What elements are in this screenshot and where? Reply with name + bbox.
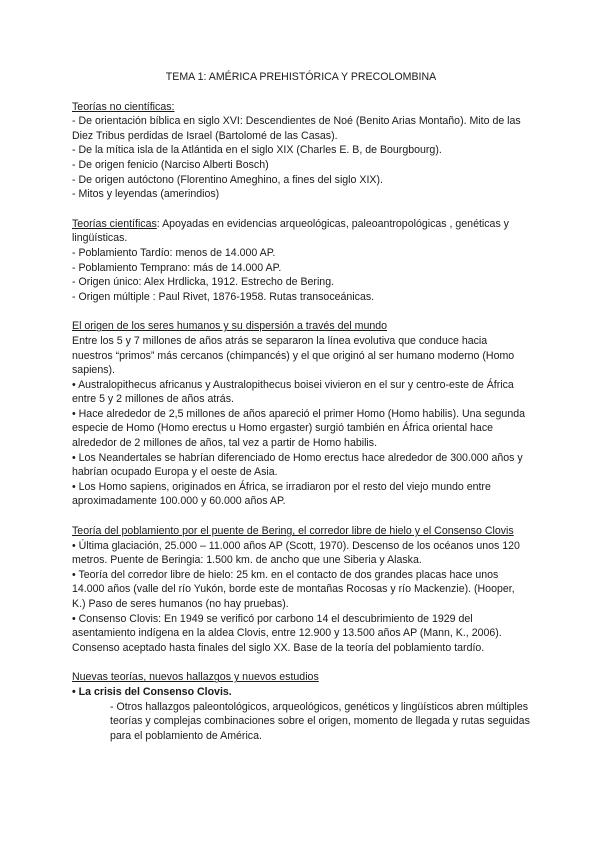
sub-item: - Otros hallazgos paleontológicos, arqueológicos, genéticos y lingüísticos abren múltiples teorías y complejas combinaciones sobre el origen, momento de llegada y rutas seguidas para el poblamiento de América. (110, 700, 530, 742)
paragraph: • Última glaciación, 25.000 – 11.000 años AP (Scott, 1970). Descenso de los océanos unos 120 metros. Puente de Beringia: 1.500 km. de ancho que une Siberia y Alaska. (72, 539, 520, 567)
paragraph: • Australopithecus africanus y Australopithecus boisei vivieron en el sur y centro-este de África entre 5 y 2 millones de años atrás. (72, 378, 514, 406)
paragraph: Entre los 5 y 7 millones de años atrás se separaron la línea evolutiva que conduce hacia nuestros “primos” más cercanos (chimpancés) y el que originó al ser humano moderno (Homo sapiens). (72, 334, 515, 377)
section-origen (72, 319, 530, 509)
paragraph: • Consenso Clovis: En 1949 se verificó por carbono 14 el descubrimiento de 1929 del asentamiento indígena en la aldea Clovis, entre 12.900 y 13.500 años AP (Mann, K., 2006). Consenso aceptado hasta finales del siglo XX. Base de la teoría del poblamiento tardío. (72, 612, 502, 654)
paragraph: - De orientación bíblica en siglo XVI: Descendientes de Noé (Benito Arias Montaño). Mito de las Diez Tribus perdidas de Israel (Bartolomé de las Casas). (72, 115, 521, 142)
paragraph: • Los Homo sapiens, originados en África, se irradiaron por el resto del viejo mundo entre aproximadamente 100.000 y 60.000 años AP. (72, 480, 491, 508)
paragraph: - Mitos y leyendas (amerindios) (72, 188, 220, 201)
paragraph: - Origen múltiple : Paul Rivet, 1876-1958. Rutas transoceánicas. (72, 290, 375, 303)
paragraph: • Hace alrededor de 2,5 millones de años apareció el primer Homo (Homo habilis). Una segunda especie de Homo (Homo erectus u Homo ergaster) surgió también en África oriental hace alrededor de 2 millones de años, tal vez a partir de Homo habilis. (72, 407, 526, 450)
paragraph: - De origen autóctono (Florentino Ameghino, a fines del siglo XIX). (72, 173, 383, 186)
section-heading: Teoría del poblamiento por el puente de Bering, el corredor libre de hielo y el Consenso Clovis (72, 525, 514, 538)
paragraph: - Poblamiento Tardío: menos de 14.000 AP. (72, 246, 276, 259)
section-intro: : Apoyadas en evidencias arqueológicas, paleoantropológicas , genéticas y lingüísticas. (72, 217, 509, 245)
paragraph (72, 217, 530, 246)
paragraph: - Origen único: Alex Hrdlicka, 1912. Estrecho de Bering. (72, 276, 335, 289)
section-heading: Nuevas teorías, nuevos hallazgos y nuevos estudios (72, 671, 319, 684)
paragraph: - De la mítica isla de la Atlántida en el siglo XIX (Charles E. B, de Bourgbourg). (72, 144, 442, 157)
section-heading: Teorías no científicas: (72, 100, 175, 113)
section-bering (72, 524, 530, 655)
paragraph: • Teoría del corredor libre de hielo: 25 km. en el contacto de dos grandes placas hace unos 14.000 años (valle del río Yukón, borde este de montañas Rocosas y río Mackenzie). (Hooper, K.) Paso de seres humanos (no hay pruebas). (72, 568, 515, 610)
document-title: TEMA 1: AMÉRICA PREHISTÓRICA Y PRECOLOMBINA (165, 71, 437, 83)
section-heading: Teorías científicas (72, 217, 157, 230)
section-cientificas (72, 217, 530, 305)
paragraph: - Poblamiento Temprano: más de 14.000 AP. (72, 261, 282, 274)
paragraph: • Los Neandertales se habrían diferenciado de Homo erectus hace alrededor de 300.000 años y habrían ocupado Europa y el oeste de Asia. (72, 451, 523, 479)
section-no-cientificas (72, 100, 530, 202)
section-heading: El origen de los seres humanos y su dispersión a través del mundo (72, 320, 388, 333)
bold-item: • La crisis del Consenso Clovis. (72, 685, 232, 698)
section-nuevas (72, 670, 530, 743)
paragraph: - De origen fenicio (Narciso Alberti Bosch) (72, 158, 269, 171)
